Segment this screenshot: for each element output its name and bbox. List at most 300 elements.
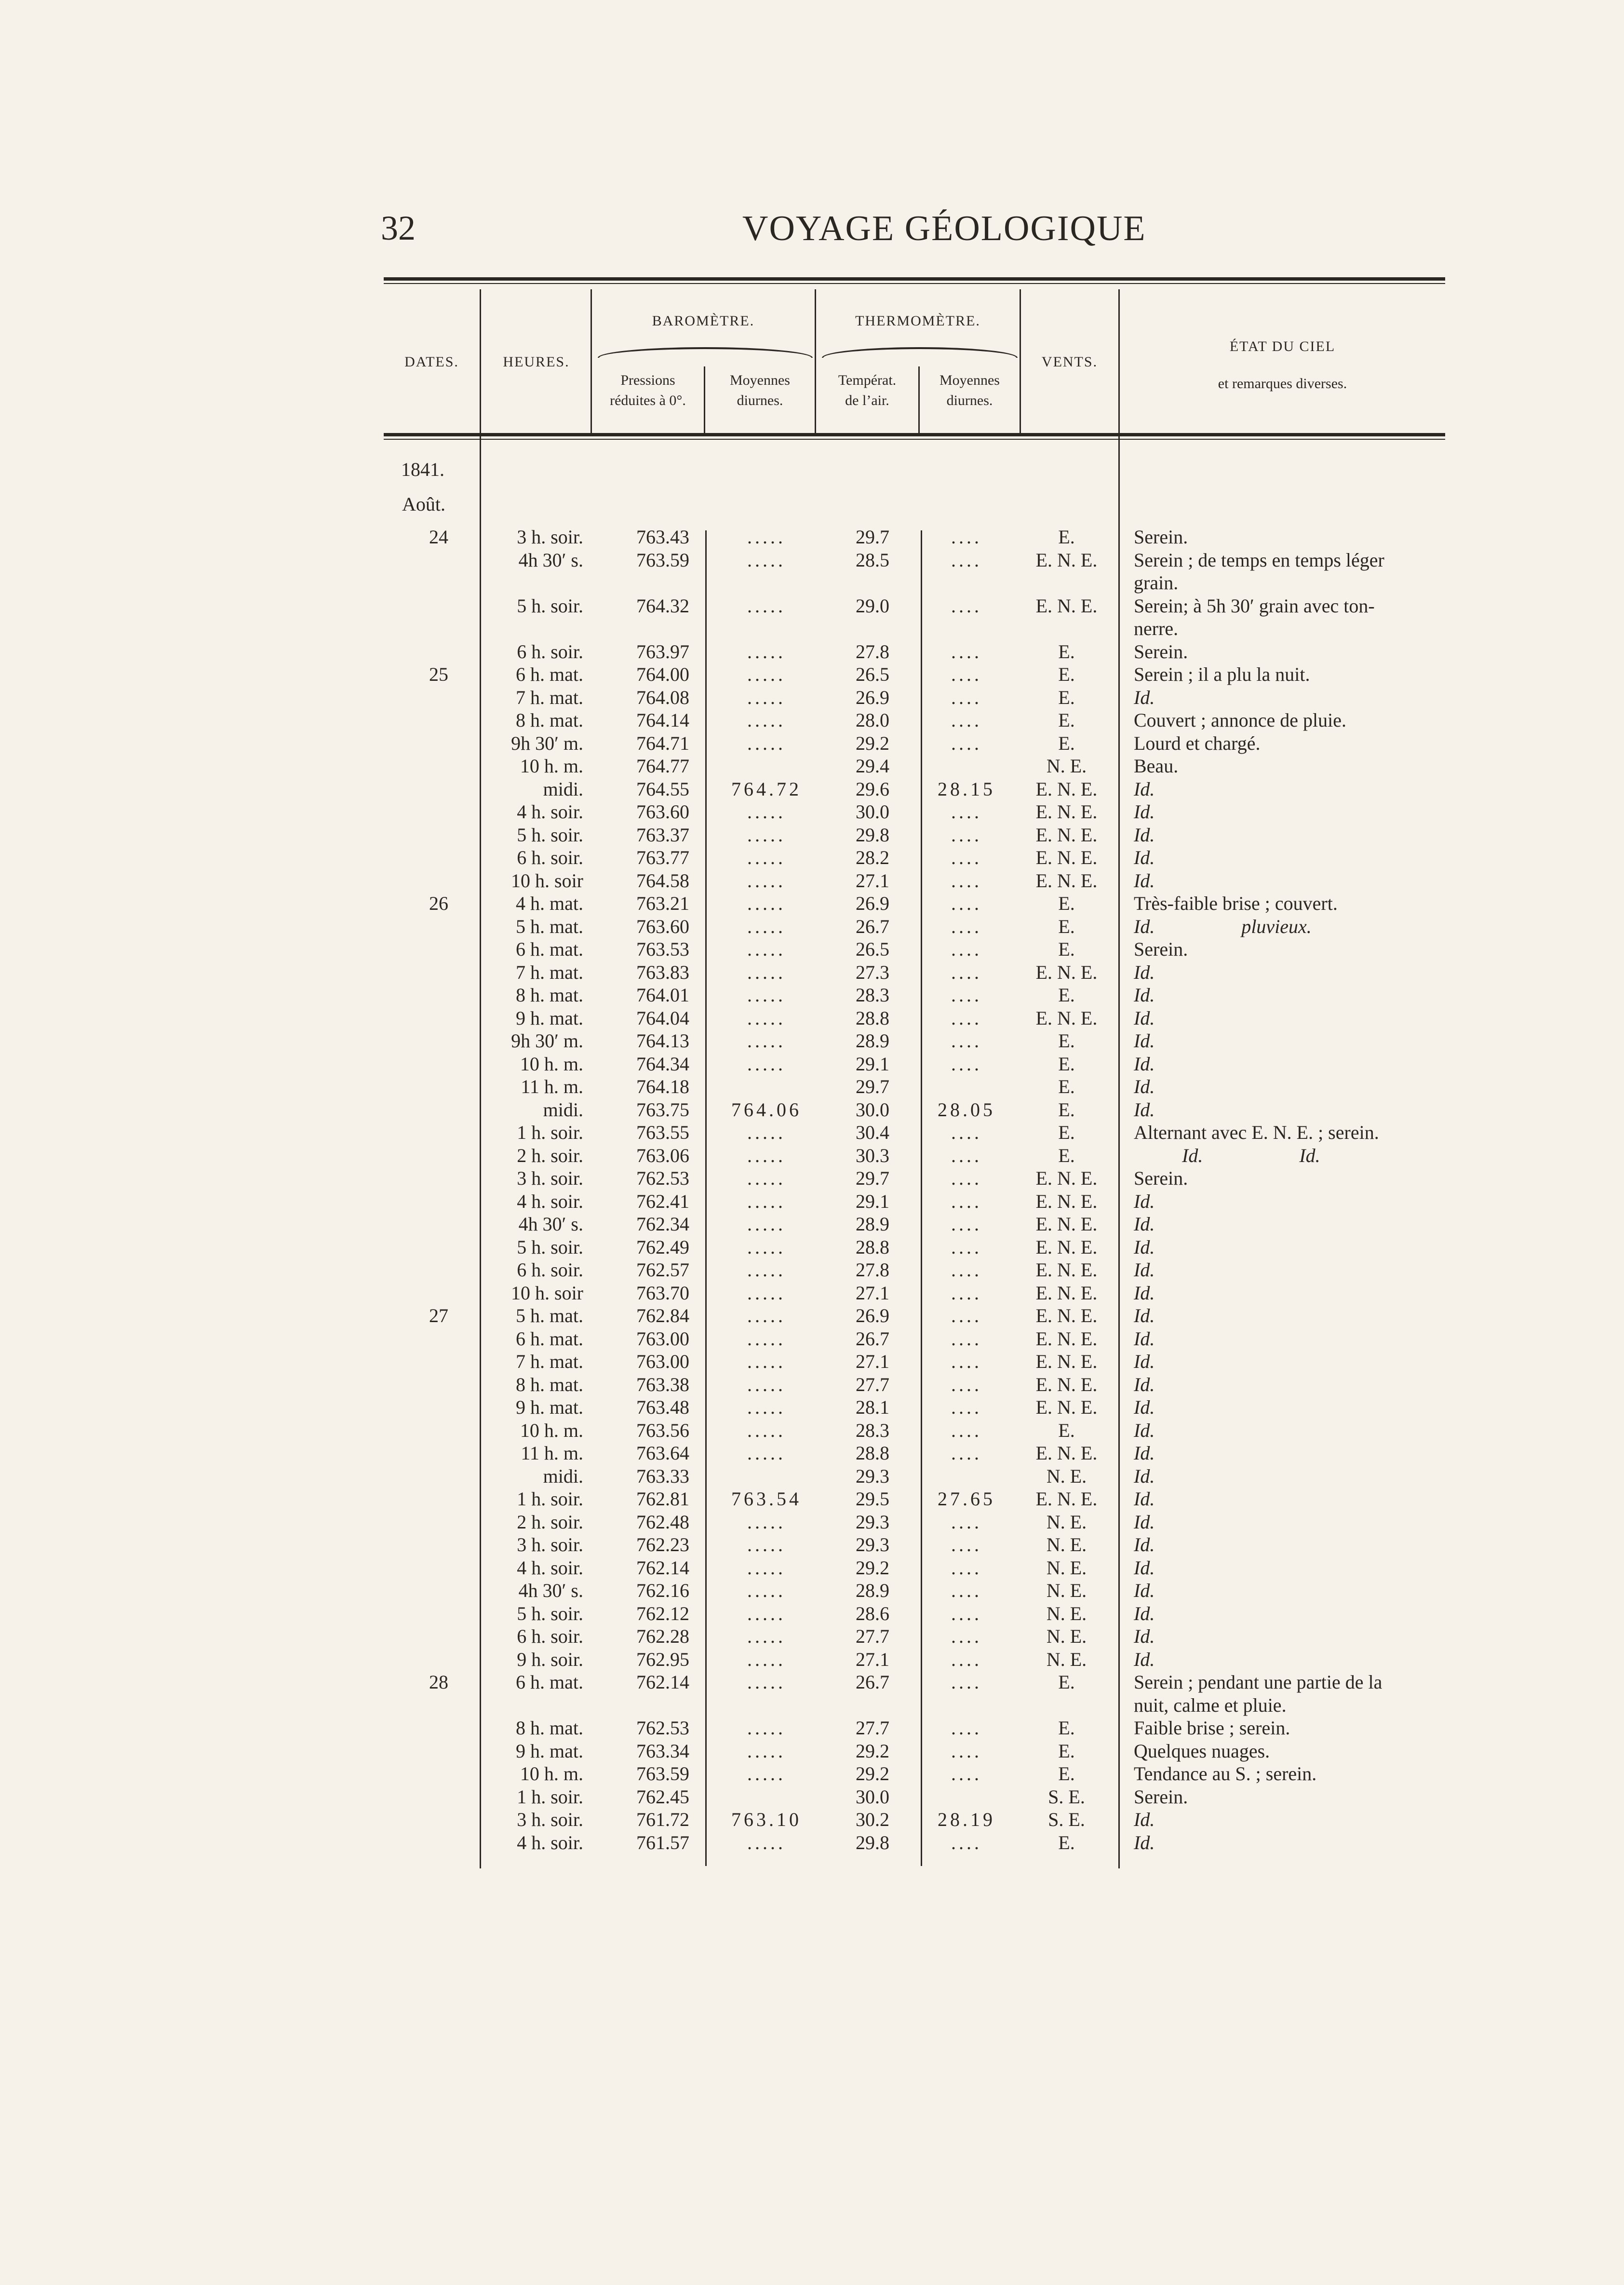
cell-pres: 762.95 <box>636 1648 689 1670</box>
cell-tmean: .... <box>951 1763 982 1785</box>
cell-wind: N. E. <box>1046 1602 1087 1624</box>
cell-wind: E. <box>1058 1098 1075 1121</box>
cell-sky: Couvert ; annonce de pluie. <box>1134 709 1346 731</box>
cell-pres: 764.14 <box>636 709 689 731</box>
cell-wind: E. <box>1058 1671 1075 1693</box>
cell-tmean: .... <box>951 1740 982 1762</box>
cell-tmean: 27.65 <box>938 1488 995 1510</box>
cell-sky: Serein ; pendant une partie de la <box>1134 1671 1382 1693</box>
cell-temp: 28.2 <box>856 847 889 868</box>
cell-hour: 8 h. mat. <box>516 984 583 1006</box>
cell-hour: 10 h. m. <box>520 1763 583 1785</box>
table-row <box>0 1442 1624 1465</box>
table-row <box>0 778 1624 801</box>
cell-pres: 762.28 <box>636 1625 689 1647</box>
header-tdiurnes: diurnes. <box>946 392 993 408</box>
header-air: de l’air. <box>845 392 889 408</box>
cell-hour: 8 h. mat. <box>516 1717 583 1739</box>
cell-sky: Beau. <box>1134 755 1179 777</box>
cell-pmean: ..... <box>747 1717 786 1739</box>
cell-wind: E. N. E. <box>1035 1373 1098 1395</box>
cell-pres: 763.55 <box>636 1122 689 1143</box>
cell-pmean: ..... <box>747 1122 786 1143</box>
cell-wind: E. N. E. <box>1035 1442 1098 1464</box>
cell-sky: Id. <box>1134 1625 1155 1647</box>
cell-wind: E. N. E. <box>1035 595 1098 617</box>
cell-temp: 29.2 <box>856 1763 889 1785</box>
cell-tmean: .... <box>951 984 982 1006</box>
cell-hour: 6 h. soir. <box>517 640 583 663</box>
cell-hour: 3 h. soir. <box>517 1534 583 1555</box>
cell-pmean: ..... <box>747 1602 786 1624</box>
cell-temp: 28.0 <box>856 709 889 731</box>
cell-pres: 763.77 <box>636 847 689 868</box>
header-rule-thin <box>384 439 1445 440</box>
cell-wind: S. E. <box>1048 1785 1085 1808</box>
cell-tmean: .... <box>951 1831 982 1853</box>
header-remarques: et remarques diverses. <box>1218 376 1347 392</box>
table-row <box>0 640 1624 663</box>
cell-temp: 27.1 <box>856 1648 889 1670</box>
cell-pres: 763.38 <box>636 1373 689 1395</box>
table-row <box>0 617 1624 640</box>
cell-hour: 4h 30′ s. <box>518 549 583 571</box>
cell-sky: Id. <box>1134 1809 1155 1830</box>
cell-sky: Id. <box>1134 1076 1155 1097</box>
cell-pres: 763.75 <box>636 1098 689 1121</box>
cell-sky: nerre. <box>1134 618 1179 639</box>
table-row <box>0 1304 1624 1327</box>
cell-pres: 763.21 <box>636 892 689 914</box>
cell-pmean: ..... <box>747 640 786 663</box>
cell-tmean: .... <box>951 1030 982 1052</box>
cell-wind: E. N. E. <box>1035 1488 1098 1510</box>
cell-pmean: ..... <box>747 1511 786 1533</box>
cell-pres: 764.13 <box>636 1030 689 1052</box>
cell-tmean: .... <box>951 1236 982 1258</box>
table-row <box>0 1831 1624 1854</box>
cell-pmean: ..... <box>747 1213 786 1235</box>
cell-wind: E. <box>1058 892 1075 914</box>
cell-tmean: .... <box>951 526 982 548</box>
cell-sky: Id. <box>1134 1373 1155 1395</box>
cell-sky: grain. <box>1134 572 1179 594</box>
table-row <box>0 915 1624 938</box>
cell-hour: 7 h. mat. <box>516 686 583 708</box>
cell-date: 27 <box>429 1305 448 1326</box>
cell-tmean: .... <box>951 847 982 868</box>
cell-pres: 763.37 <box>636 824 689 846</box>
cell-wind: E. N. E. <box>1035 869 1098 892</box>
cell-tmean: .... <box>951 1373 982 1395</box>
cell-sky: Serein; à 5h 30′ grain avec ton- <box>1134 595 1375 617</box>
cell-hour: 5 h. mat. <box>516 915 583 937</box>
barometre-brace <box>598 347 813 358</box>
table-row <box>0 1236 1624 1259</box>
header-rule-thick <box>384 433 1445 436</box>
cell-pres: 762.34 <box>636 1213 689 1235</box>
cell-tmean: .... <box>951 709 982 731</box>
cell-pres: 762.48 <box>636 1511 689 1533</box>
cell-hour: 9 h. mat. <box>516 1007 583 1029</box>
cell-temp: 28.8 <box>856 1236 889 1258</box>
cell-hour: midi. <box>543 1098 583 1121</box>
cell-sky: Lourd et chargé. <box>1134 732 1261 754</box>
cell-pres: 762.16 <box>636 1580 689 1601</box>
cell-sky: Id. <box>1134 1488 1155 1510</box>
cell-wind: E. <box>1058 938 1075 960</box>
table-row <box>0 709 1624 732</box>
table-row <box>0 824 1624 847</box>
cell-wind: E. N. E. <box>1035 1167 1098 1189</box>
cell-temp: 28.3 <box>856 1419 889 1441</box>
cell-temp: 29.2 <box>856 1740 889 1762</box>
cell-hour: 10 h. soir <box>511 1282 583 1304</box>
cell-pmean: 763.10 <box>731 1809 802 1830</box>
header-pressions: Pressions <box>620 372 675 388</box>
cell-wind: N. E. <box>1046 755 1087 777</box>
cell-pres: 763.56 <box>636 1419 689 1441</box>
cell-pres: 763.00 <box>636 1351 689 1372</box>
cell-temp: 29.7 <box>856 1076 889 1097</box>
cell-temp: 26.7 <box>856 915 889 937</box>
cell-pmean: 764.06 <box>731 1098 802 1121</box>
cell-pmean: ..... <box>747 1419 786 1441</box>
table-row <box>0 1717 1624 1740</box>
header-thermometre: THERMOMÈTRE. <box>855 313 980 329</box>
table-row <box>0 1144 1624 1167</box>
cell-tmean: .... <box>951 1144 982 1166</box>
cell-sky: Serein. <box>1134 938 1188 960</box>
cell-temp: 27.3 <box>856 961 889 983</box>
thermometre-brace <box>822 347 1018 358</box>
cell-date: 25 <box>429 663 448 685</box>
table-row <box>0 1029 1624 1053</box>
cell-pres: 764.71 <box>636 732 689 754</box>
cell-wind: E. N. E. <box>1035 961 1098 983</box>
cell-sky: Id. <box>1134 801 1155 823</box>
cell-hour: 4 h. soir. <box>517 801 583 823</box>
cell-tmean: .... <box>951 1259 982 1281</box>
cell-hour: 6 h. mat. <box>516 1671 583 1693</box>
cell-pmean: ..... <box>747 1534 786 1555</box>
cell-pres: 763.33 <box>636 1465 689 1487</box>
table-row <box>0 961 1624 984</box>
cell-sky: Id. Id. <box>1134 1144 1320 1166</box>
cell-tmean: .... <box>951 1511 982 1533</box>
header-pressions-2: réduites à 0°. <box>610 392 686 408</box>
cell-tmean: .... <box>951 892 982 914</box>
cell-tmean: .... <box>951 1351 982 1372</box>
table-row <box>0 1671 1624 1694</box>
cell-temp: 26.7 <box>856 1327 889 1350</box>
cell-pmean: ..... <box>747 847 786 868</box>
cell-pres: 762.53 <box>636 1167 689 1189</box>
cell-sky: Id. <box>1134 1213 1155 1235</box>
cell-hour: 4h 30′ s. <box>518 1213 583 1235</box>
cell-wind: E. N. E. <box>1035 1351 1098 1372</box>
cell-hour: 10 h. m. <box>520 1419 583 1441</box>
table-row <box>0 571 1624 595</box>
page-number: 32 <box>381 209 416 247</box>
cell-temp: 30.4 <box>856 1122 889 1143</box>
cell-pres: 764.00 <box>636 663 689 685</box>
cell-pmean: ..... <box>747 1580 786 1601</box>
cell-pmean: ..... <box>747 801 786 823</box>
cell-tmean: .... <box>951 1282 982 1304</box>
header-tmoyennes: Moyennes <box>940 372 1000 388</box>
cell-hour: 5 h. soir. <box>517 824 583 846</box>
table-row <box>0 1625 1624 1648</box>
cell-pmean: ..... <box>747 595 786 617</box>
cell-hour: 7 h. mat. <box>516 1351 583 1372</box>
cell-tmean: .... <box>951 732 982 754</box>
cell-pmean: ..... <box>747 915 786 937</box>
cell-temp: 29.7 <box>856 526 889 548</box>
cell-sky: Id. <box>1134 1465 1155 1487</box>
cell-hour: 6 h. mat. <box>516 1327 583 1350</box>
page-title: VOYAGE GÉOLOGIQUE <box>742 209 1146 248</box>
cell-hour: 10 h. m. <box>520 755 583 777</box>
table-row <box>0 1282 1624 1305</box>
cell-sky: Id. <box>1134 1580 1155 1601</box>
cell-wind: N. E. <box>1046 1580 1087 1601</box>
cell-pmean: ..... <box>747 709 786 731</box>
cell-tmean: .... <box>951 869 982 892</box>
cell-sky: Id. <box>1134 1556 1155 1579</box>
cell-pmean: 763.54 <box>731 1488 802 1510</box>
cell-temp: 30.0 <box>856 1785 889 1808</box>
cell-pres: 763.70 <box>636 1282 689 1304</box>
cell-pres: 763.64 <box>636 1442 689 1464</box>
cell-sky: Id. <box>1134 1602 1155 1624</box>
cell-tmean: .... <box>951 1122 982 1143</box>
cell-tmean: .... <box>951 1213 982 1235</box>
cell-wind: E. N. E. <box>1035 1007 1098 1029</box>
cell-hour: 8 h. mat. <box>516 1373 583 1395</box>
cell-pres: 763.06 <box>636 1144 689 1166</box>
cell-hour: 6 h. soir. <box>517 1259 583 1281</box>
cell-hour: 4 h. soir. <box>517 1556 583 1579</box>
cell-tmean: 28.15 <box>938 778 995 800</box>
cell-hour: 5 h. soir. <box>517 595 583 617</box>
cell-pres: 764.34 <box>636 1053 689 1075</box>
cell-temp: 28.6 <box>856 1602 889 1624</box>
cell-pmean: ..... <box>747 1259 786 1281</box>
cell-tmean: .... <box>951 640 982 663</box>
header-heures: HEURES. <box>503 354 570 370</box>
cell-wind: E. <box>1058 1122 1075 1143</box>
cell-tmean: .... <box>951 1671 982 1693</box>
table-row <box>0 1487 1624 1511</box>
month-label: Août. <box>402 493 445 515</box>
cell-hour: 6 h. mat. <box>516 663 583 685</box>
cell-temp: 28.3 <box>856 984 889 1006</box>
cell-wind: E. <box>1058 915 1075 937</box>
table-row <box>0 1785 1624 1809</box>
cell-temp: 28.5 <box>856 549 889 571</box>
cell-date: 26 <box>429 892 448 914</box>
table-row <box>0 1419 1624 1442</box>
cell-hour: 1 h. soir. <box>517 1488 583 1510</box>
cell-tmean: .... <box>951 1419 982 1441</box>
cell-wind: S. E. <box>1048 1809 1085 1830</box>
cell-tmean: .... <box>951 1053 982 1075</box>
cell-sky: Id. <box>1134 1282 1155 1304</box>
table-row <box>0 1075 1624 1098</box>
table-row <box>0 984 1624 1007</box>
cell-pres: 764.77 <box>636 755 689 777</box>
cell-tmean: .... <box>951 1327 982 1350</box>
cell-pres: 763.83 <box>636 961 689 983</box>
cell-pmean: ..... <box>747 892 786 914</box>
cell-pmean: ..... <box>747 1236 786 1258</box>
table-row <box>0 1213 1624 1236</box>
table-row <box>0 869 1624 892</box>
cell-tmean: 28.05 <box>938 1098 995 1121</box>
cell-temp: 28.9 <box>856 1580 889 1601</box>
cell-temp: 30.0 <box>856 801 889 823</box>
cell-tmean: .... <box>951 1534 982 1555</box>
header-pmoyennes: Moyennes <box>730 372 790 388</box>
cell-wind: E. N. E. <box>1035 1396 1098 1418</box>
cell-pres: 763.60 <box>636 915 689 937</box>
cell-wind: E. <box>1058 1144 1075 1166</box>
cell-pmean: ..... <box>747 686 786 708</box>
cell-tmean: .... <box>951 1190 982 1212</box>
cell-sky: Id. <box>1134 1098 1155 1121</box>
cell-pmean: ..... <box>747 732 786 754</box>
table-row <box>0 1511 1624 1534</box>
cell-pmean: ..... <box>747 1007 786 1029</box>
table-row <box>0 1350 1624 1373</box>
cell-hour: 4 h. soir. <box>517 1831 583 1853</box>
cell-wind: E. <box>1058 686 1075 708</box>
cell-sky: Serein. <box>1134 526 1188 548</box>
cell-temp: 26.9 <box>856 686 889 708</box>
table-row <box>0 892 1624 915</box>
header-dates: DATES. <box>404 354 459 370</box>
cell-sky: Id. <box>1134 1534 1155 1555</box>
cell-pmean: ..... <box>747 1442 786 1464</box>
cell-pmean: ..... <box>747 1831 786 1853</box>
cell-sky: Id. <box>1134 1236 1155 1258</box>
cell-sky: Id. <box>1134 778 1155 800</box>
cell-pres: 764.01 <box>636 984 689 1006</box>
cell-wind: E. N. E. <box>1035 1327 1098 1350</box>
cell-pmean: ..... <box>747 1556 786 1579</box>
cell-temp: 26.5 <box>856 938 889 960</box>
cell-temp: 27.1 <box>856 1351 889 1372</box>
cell-pmean: ..... <box>747 1305 786 1326</box>
cell-temp: 29.8 <box>856 1831 889 1853</box>
table-row <box>0 1648 1624 1671</box>
table-row <box>0 1579 1624 1602</box>
table-row <box>0 663 1624 686</box>
cell-hour: 3 h. soir. <box>517 1167 583 1189</box>
cell-wind: N. E. <box>1046 1465 1087 1487</box>
cell-sky: Id. <box>1134 1442 1155 1464</box>
cell-hour: midi. <box>543 778 583 800</box>
cell-pmean: ..... <box>747 663 786 685</box>
cell-pres: 763.59 <box>636 1763 689 1785</box>
cell-wind: E. <box>1058 709 1075 731</box>
cell-hour: 9h 30′ m. <box>511 1030 583 1052</box>
table-row <box>0 595 1624 618</box>
header-etat: ÉTAT DU CIEL <box>1229 338 1336 354</box>
cell-wind: E. N. E. <box>1035 801 1098 823</box>
header-vents: VENTS. <box>1041 354 1098 370</box>
cell-sky: Serein. <box>1134 1785 1188 1808</box>
cell-temp: 26.7 <box>856 1671 889 1693</box>
cell-wind: N. E. <box>1046 1648 1087 1670</box>
cell-pres: 763.34 <box>636 1740 689 1762</box>
cell-tmean: .... <box>951 961 982 983</box>
cell-temp: 29.2 <box>856 1556 889 1579</box>
cell-sky: Id. <box>1134 1190 1155 1212</box>
cell-temp: 29.7 <box>856 1167 889 1189</box>
table-row <box>0 1396 1624 1419</box>
cell-pres: 762.23 <box>636 1534 689 1555</box>
cell-hour: 5 h. soir. <box>517 1236 583 1258</box>
cell-pres: 763.48 <box>636 1396 689 1418</box>
cell-pmean: ..... <box>747 984 786 1006</box>
cell-temp: 27.7 <box>856 1625 889 1647</box>
cell-sky: Alternant avec E. N. E. ; serein. <box>1134 1122 1379 1143</box>
cell-hour: 9h 30′ m. <box>511 732 583 754</box>
cell-pmean: ..... <box>747 1671 786 1693</box>
cell-temp: 29.1 <box>856 1053 889 1075</box>
cell-tmean: .... <box>951 915 982 937</box>
cell-temp: 27.7 <box>856 1373 889 1395</box>
cell-hour: 8 h. mat. <box>516 709 583 731</box>
cell-pres: 762.81 <box>636 1488 689 1510</box>
cell-date: 28 <box>429 1671 448 1693</box>
cell-sky: Id. <box>1134 824 1155 846</box>
cell-tmean: .... <box>951 1442 982 1464</box>
cell-pres: 764.32 <box>636 595 689 617</box>
cell-hour: 4h 30′ s. <box>518 1580 583 1601</box>
header-temperat: Températ. <box>838 372 897 388</box>
cell-wind: E. <box>1058 1831 1075 1853</box>
cell-pres: 762.14 <box>636 1671 689 1693</box>
cell-pmean: ..... <box>747 938 786 960</box>
cell-tmean: .... <box>951 1167 982 1189</box>
cell-temp: 29.2 <box>856 732 889 754</box>
cell-pmean: ..... <box>747 1327 786 1350</box>
cell-sky: Quelques nuages. <box>1134 1740 1270 1762</box>
top-rule-thick <box>384 277 1445 281</box>
header-pdiurnes: diurnes. <box>737 392 783 408</box>
cell-sky: Serein ; de temps en temps léger <box>1134 549 1384 571</box>
cell-wind: E. N. E. <box>1035 549 1098 571</box>
cell-temp: 27.1 <box>856 869 889 892</box>
cell-temp: 27.1 <box>856 1282 889 1304</box>
cell-temp: 28.9 <box>856 1213 889 1235</box>
cell-wind: E. N. E. <box>1035 1190 1098 1212</box>
cell-wind: E. N. E. <box>1035 1213 1098 1235</box>
cell-pmean: ..... <box>747 1373 786 1395</box>
cell-hour: 1 h. soir. <box>517 1785 583 1808</box>
cell-temp: 26.9 <box>856 1305 889 1326</box>
cell-sky: Très-faible brise ; couvert. <box>1134 892 1338 914</box>
cell-pmean: ..... <box>747 549 786 571</box>
cell-wind: E. <box>1058 984 1075 1006</box>
table-row <box>0 1327 1624 1351</box>
cell-hour: 9 h. mat. <box>516 1396 583 1418</box>
cell-temp: 29.3 <box>856 1511 889 1533</box>
cell-temp: 28.8 <box>856 1442 889 1464</box>
